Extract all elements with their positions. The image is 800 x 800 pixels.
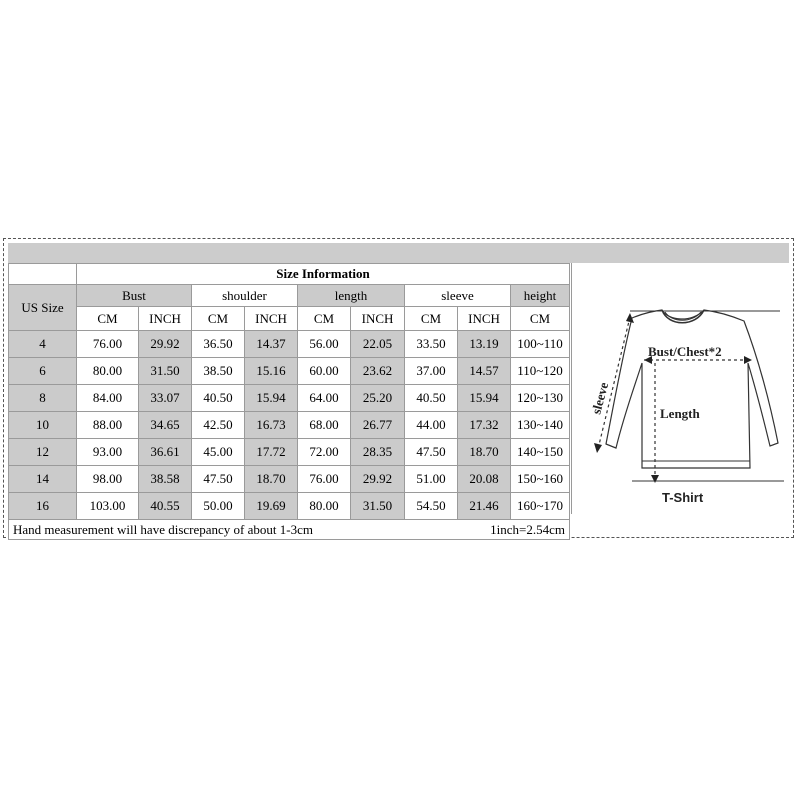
table-row: [9, 466, 570, 493]
measurement-cell: 18.70: [458, 439, 511, 466]
measurement-cell: 26.77: [351, 412, 405, 439]
measurement-cell: 33.07: [139, 385, 192, 412]
measurement-cell: 47.50: [192, 466, 245, 493]
table-row: [9, 439, 570, 466]
measurement-cell: 28.35: [351, 439, 405, 466]
measurement-cell: 84.00: [77, 385, 139, 412]
measurement-cell: 23.62: [351, 358, 405, 385]
measurement-cell: 80.00: [77, 358, 139, 385]
size-cell: 6: [9, 358, 77, 385]
unit-header: INCH: [245, 307, 298, 331]
measurement-cell: 36.50: [192, 331, 245, 358]
measurement-cell: 17.32: [458, 412, 511, 439]
table-row: [9, 412, 570, 439]
unit-header: CM: [192, 307, 245, 331]
measurement-cell: 100~110: [511, 331, 570, 358]
measurement-cell: 16.73: [245, 412, 298, 439]
measurement-cell: 29.92: [351, 466, 405, 493]
measurement-cell: 40.55: [139, 493, 192, 520]
size-cell: 8: [9, 385, 77, 412]
tshirt-diagram: [571, 263, 791, 514]
table-row: [9, 385, 570, 412]
measurement-cell: 14.37: [245, 331, 298, 358]
measurement-cell: 120~130: [511, 385, 570, 412]
measurement-cell: 38.50: [192, 358, 245, 385]
unit-header: INCH: [458, 307, 511, 331]
table-row: [9, 358, 570, 385]
measurement-cell: 44.00: [405, 412, 458, 439]
bust-label: Bust/Chest*2: [648, 344, 722, 359]
measurement-note: Hand measurement will have discrepancy of about 1-3cm: [13, 521, 313, 537]
size-cell: 4: [9, 331, 77, 358]
measurement-cell: 31.50: [139, 358, 192, 385]
measurement-cell: 25.20: [351, 385, 405, 412]
measurement-cell: 64.00: [298, 385, 351, 412]
measurement-cell: 150~160: [511, 466, 570, 493]
unit-header: INCH: [139, 307, 192, 331]
measurement-cell: 19.69: [245, 493, 298, 520]
unit-header: INCH: [351, 307, 405, 331]
measurement-cell: 45.00: [192, 439, 245, 466]
measurement-cell: 15.16: [245, 358, 298, 385]
conversion-note: 1inch=2.54cm: [490, 521, 565, 537]
size-chart-frame: [3, 238, 794, 538]
measurement-cell: 47.50: [405, 439, 458, 466]
header-bar: [8, 243, 789, 263]
measurement-cell: 76.00: [298, 466, 351, 493]
size-cell: 10: [9, 412, 77, 439]
table-title: Size Information: [77, 264, 570, 285]
note-cell: [9, 520, 570, 540]
measurement-cell: 31.50: [351, 493, 405, 520]
measurement-cell: 93.00: [77, 439, 139, 466]
measurement-cell: 68.00: [298, 412, 351, 439]
tshirt-label: T-Shirt: [662, 490, 704, 505]
size-cell: 14: [9, 466, 77, 493]
group-header-height: height: [511, 285, 570, 307]
group-header-shoulder: shoulder: [192, 285, 298, 307]
measurement-cell: 14.57: [458, 358, 511, 385]
measurement-cell: 21.46: [458, 493, 511, 520]
us-size-header: US Size: [9, 285, 77, 331]
measurement-cell: 20.08: [458, 466, 511, 493]
size-cell: 16: [9, 493, 77, 520]
unit-header: CM: [298, 307, 351, 331]
measurement-cell: 72.00: [298, 439, 351, 466]
measurement-cell: 13.19: [458, 331, 511, 358]
unit-header: CM: [405, 307, 458, 331]
group-header-bust: Bust: [77, 285, 192, 307]
length-label: Length: [660, 406, 700, 421]
measurement-cell: 36.61: [139, 439, 192, 466]
size-table: [8, 263, 570, 540]
measurement-cell: 56.00: [298, 331, 351, 358]
measurement-cell: 15.94: [245, 385, 298, 412]
table-corner: [9, 264, 77, 285]
measurement-cell: 50.00: [192, 493, 245, 520]
measurement-cell: 130~140: [511, 412, 570, 439]
measurement-cell: 88.00: [77, 412, 139, 439]
measurement-cell: 40.50: [405, 385, 458, 412]
size-cell: 12: [9, 439, 77, 466]
measurement-cell: 15.94: [458, 385, 511, 412]
table-row: [9, 493, 570, 520]
measurement-cell: 51.00: [405, 466, 458, 493]
measurement-cell: 60.00: [298, 358, 351, 385]
measurement-cell: 37.00: [405, 358, 458, 385]
measurement-cell: 80.00: [298, 493, 351, 520]
measurement-cell: 103.00: [77, 493, 139, 520]
measurement-cell: 38.58: [139, 466, 192, 493]
measurement-cell: 42.50: [192, 412, 245, 439]
measurement-cell: 34.65: [139, 412, 192, 439]
measurement-cell: 29.92: [139, 331, 192, 358]
unit-header: CM: [77, 307, 139, 331]
measurement-cell: 140~150: [511, 439, 570, 466]
measurement-cell: 40.50: [192, 385, 245, 412]
measurement-cell: 17.72: [245, 439, 298, 466]
sleeve-label: sleeve: [588, 380, 612, 416]
measurement-cell: 160~170: [511, 493, 570, 520]
measurement-cell: 22.05: [351, 331, 405, 358]
measurement-cell: 98.00: [77, 466, 139, 493]
measurement-cell: 18.70: [245, 466, 298, 493]
group-header-length: length: [298, 285, 405, 307]
tshirt-illustration: [572, 263, 791, 514]
unit-header: CM: [511, 307, 570, 331]
group-header-sleeve: sleeve: [405, 285, 511, 307]
table-row: [9, 331, 570, 358]
measurement-cell: 54.50: [405, 493, 458, 520]
measurement-cell: 110~120: [511, 358, 570, 385]
measurement-cell: 76.00: [77, 331, 139, 358]
measurement-cell: 33.50: [405, 331, 458, 358]
